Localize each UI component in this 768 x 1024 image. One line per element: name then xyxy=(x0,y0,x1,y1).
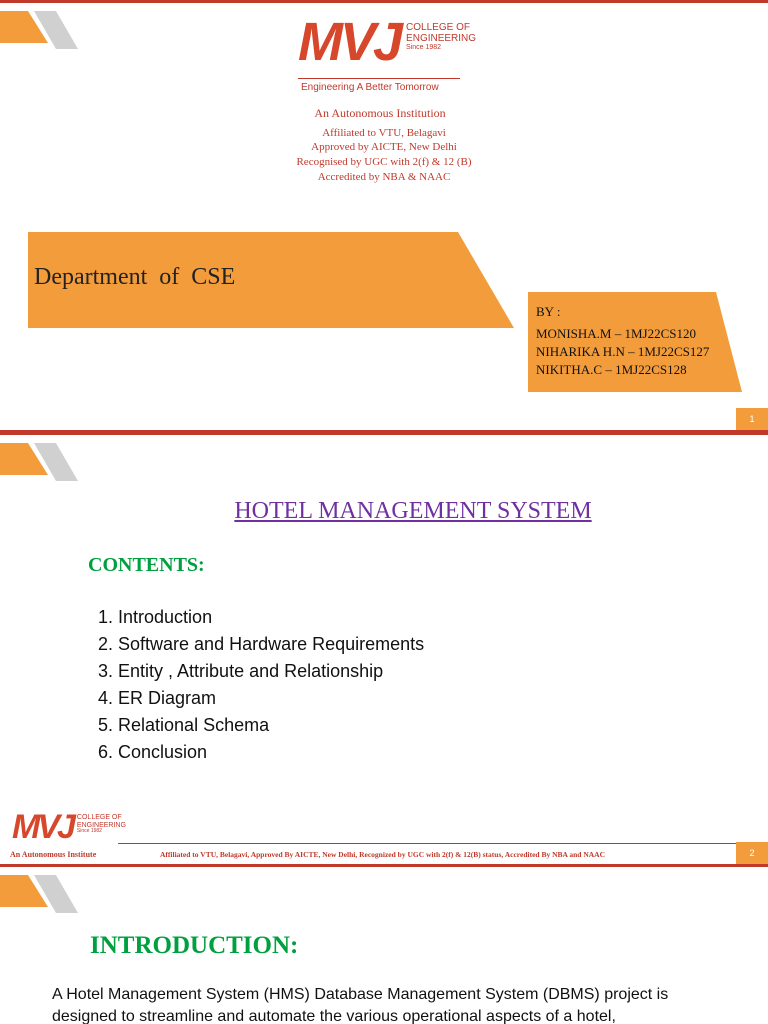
logo-line2: ENGINEERING xyxy=(76,821,126,829)
logo-divider xyxy=(298,78,460,79)
institution-line-5: Accredited by NBA & NAAC xyxy=(317,171,451,183)
slide-1 xyxy=(0,0,768,432)
logo-text xyxy=(77,814,126,835)
corner-chevron-icon xyxy=(0,435,80,485)
slide-title: HOTEL MANAGEMENT SYSTEM xyxy=(234,498,592,524)
top-accent-line xyxy=(0,864,768,867)
department-title: Department of CSE xyxy=(34,264,236,290)
authors-block xyxy=(536,303,709,379)
footer-line xyxy=(118,843,736,844)
list-item: 6. Conclusion xyxy=(98,742,208,762)
footer-logo xyxy=(12,808,126,846)
list-item: 5. Relational Schema xyxy=(98,715,270,735)
contents-heading: CONTENTS: xyxy=(88,554,205,576)
by-label: BY : xyxy=(536,304,561,319)
footer-affiliation: Affiliated to VTU, Belagavi, Approved By AICTE, New Delhi, Recognized by UGC with 2(f) & 12(B) status, Accredited By NBA and NAAC xyxy=(160,850,606,859)
top-accent-line xyxy=(0,0,768,3)
institution-line-4: Recognised by UGC with 2(f) & 12 (B) xyxy=(296,156,472,168)
logo-mark: MVJ xyxy=(298,12,401,72)
corner-chevron-icon xyxy=(0,867,80,917)
footer-institute: An Autonomous Institute xyxy=(10,850,97,859)
author-1: MONISHA.M – 1MJ22CS120 xyxy=(536,326,696,341)
list-item: 3. Entity , Attribute and Relationship xyxy=(98,661,384,681)
intro-heading: INTRODUCTION: xyxy=(90,932,299,959)
logo-line1: COLLEGE OF xyxy=(406,22,470,33)
tagline: Engineering A Better Tomorrow xyxy=(301,82,439,93)
list-item: 4. ER Diagram xyxy=(98,688,217,708)
page-number: 1 xyxy=(736,408,768,430)
logo-since: Since 1982 xyxy=(406,44,442,51)
page-number: 2 xyxy=(736,842,768,864)
logo-since: Since 1982 xyxy=(76,828,102,835)
college-logo xyxy=(298,12,476,72)
logo-text xyxy=(406,22,476,52)
intro-body: A Hotel Management System (HMS) Database Management System (DBMS) project is designed to streamline and automate the various operational aspects of a hotel, xyxy=(52,986,669,1024)
author-3: NIKITHA.C – 1MJ22CS128 xyxy=(536,362,687,377)
corner-chevron-icon xyxy=(0,3,80,53)
list-item: 2. Software and Hardware Requirements xyxy=(98,634,425,654)
institution-line-1: An Autonomous Institution xyxy=(314,106,446,120)
logo-line1: COLLEGE OF xyxy=(76,814,122,821)
contents-list xyxy=(98,604,424,766)
institution-line-2: Affiliated to VTU, Belagavi xyxy=(322,127,446,139)
institution-line-3: Approved by AICTE, New Delhi xyxy=(311,141,457,153)
list-item: 1. Introduction xyxy=(98,607,213,627)
slide-2 xyxy=(0,432,768,864)
logo-mark: MVJ xyxy=(12,808,73,846)
slide-3 xyxy=(0,864,768,1024)
author-2: NIHARIKA H.N – 1MJ22CS127 xyxy=(536,344,710,359)
top-accent-line xyxy=(0,432,768,435)
logo-line2: ENGINEERING xyxy=(406,33,477,44)
